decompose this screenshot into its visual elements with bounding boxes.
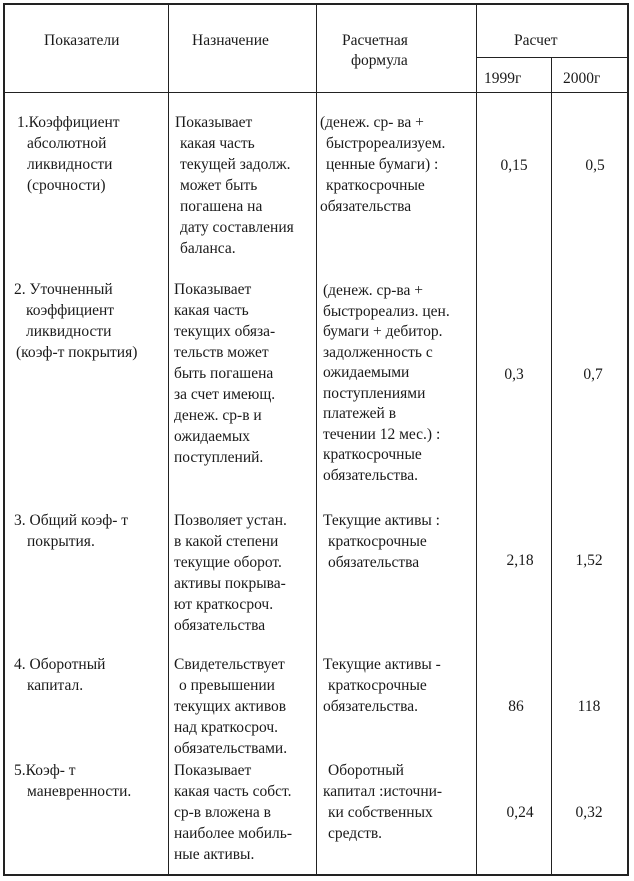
row2-name-line1: 2. Уточненный	[14, 281, 113, 298]
row3-formula-line1: Текущие активы :	[323, 512, 440, 529]
row4-formula-line1: Текущие активы -	[323, 656, 441, 673]
row4-purpose-line3: текущих активов	[174, 698, 287, 715]
row5-name-line1: 5.Коэф- т	[14, 762, 76, 779]
row5-formula-line3: ки собственных	[328, 804, 433, 821]
row3-purpose-line2: в какой степени	[174, 533, 279, 550]
row4-formula	[323, 654, 441, 717]
row2-name-line2: коэффициент	[26, 302, 115, 319]
row2-purpose-line3: текущих обяза-	[174, 323, 276, 340]
row2-formula-line7: платежей в	[323, 405, 397, 422]
row1-formula-line5: обязательства	[320, 198, 412, 215]
row2-formula-line10: обязательства.	[323, 466, 418, 484]
header-formula-line2: формула	[351, 52, 408, 69]
row4-indicator-name	[14, 654, 105, 696]
row3-formula-line2: краткосрочные	[328, 533, 427, 550]
col-divider-3	[476, 5, 477, 874]
row1-formula-line3: ценные бумаги) :	[326, 156, 439, 173]
row5-value-1999: 0,24	[506, 804, 534, 821]
row5-purpose	[174, 760, 292, 865]
row2-formula-line8: течении 12 мес.) :	[323, 425, 441, 443]
row3-purpose-line6: обязательства	[174, 617, 266, 634]
row4-formula-line3: обязательства.	[323, 698, 418, 715]
row2-purpose-line9: поступлений.	[174, 449, 264, 466]
row5-purpose-line1: Показывает	[174, 762, 252, 779]
col-divider-1	[168, 5, 169, 874]
row2-purpose-line1: Показывает	[174, 281, 252, 298]
header-formula-line1: Расчетная	[342, 32, 408, 49]
row3-value-2000: 1,52	[575, 552, 603, 569]
row5-formula-line4: средств.	[328, 825, 383, 842]
header-indicators: Показатели	[44, 32, 120, 49]
header-calculation: Расчет	[514, 32, 558, 49]
row1-value-2000: 0,5	[585, 157, 605, 174]
row3-purpose-line1: Позволяет устан.	[174, 512, 287, 529]
row1-name-line4: (срочности)	[27, 177, 106, 194]
row4-value-2000: 118	[577, 698, 601, 715]
row4-purpose-line2: о превышении	[179, 677, 275, 694]
row4-purpose-line4: над краткосроч.	[174, 719, 278, 736]
row5-purpose-line3: ср-в вложена в	[174, 804, 271, 821]
row2-formula-line3: бумаги + дебитор.	[323, 323, 443, 340]
row5-name-line2: маневренности.	[27, 783, 132, 800]
row5-purpose-line2: какая часть собст.	[174, 783, 292, 800]
row1-purpose-line2: какая часть	[180, 135, 255, 152]
row3-name-line1: 3. Общий коэф- т	[14, 512, 129, 529]
row2-purpose	[174, 279, 275, 468]
row3-purpose	[174, 510, 287, 636]
row3-formula-line3: обязательства	[328, 554, 420, 571]
row3-purpose-line3: текущие оборот.	[174, 554, 282, 571]
row4-formula-line2: краткосрочные	[328, 677, 427, 694]
row2-formula-line4: задолженность с	[323, 343, 433, 361]
row1-purpose-line5: погашена на	[180, 198, 263, 215]
row1-name-line1: 1.Коэффициент	[17, 114, 120, 131]
row1-purpose-line6: дату составления	[180, 219, 294, 236]
row1-purpose-line3: текущей задолж.	[180, 156, 291, 173]
row2-formula-line2: быстрореализ. цен.	[323, 302, 450, 320]
row4-value-1999: 86	[508, 698, 524, 715]
row1-name-line3: ликвидности	[27, 156, 113, 173]
header-year-1999: 1999г	[484, 70, 522, 87]
col-divider-4	[551, 58, 552, 874]
row2-indicator-name	[14, 279, 137, 363]
row5-formula	[323, 760, 442, 844]
row5-indicator-name	[14, 760, 131, 802]
row1-name-line2: абсолютной	[27, 135, 107, 152]
row2-name-line4: (коэф-т покрытия)	[16, 344, 138, 361]
row2-purpose-line6: за счет имеющ.	[174, 386, 276, 403]
row3-value-1999: 2,18	[506, 552, 534, 569]
row1-purpose-line7: баланса.	[180, 240, 236, 257]
row2-formula-line9: краткосрочные	[323, 446, 422, 463]
row1-formula-line1: (денеж. ср- ва +	[320, 114, 424, 131]
row2-formula	[323, 281, 450, 486]
row1-indicator-name	[17, 112, 120, 196]
header-year-2000: 2000г	[563, 70, 601, 87]
header-purpose: Назначение	[192, 32, 269, 49]
row1-formula-line2: быстрореализуем.	[326, 135, 446, 152]
row2-formula-line5: ожидаемыми	[323, 364, 410, 381]
row2-value-1999: 0,3	[504, 366, 524, 383]
row2-purpose-line7: денеж. ср-в и	[174, 407, 262, 424]
row2-purpose-line4: тельств может	[174, 344, 269, 361]
row2-formula-line1: (денеж. ср-ва +	[323, 282, 423, 299]
row5-purpose-line4: наиболее мобиль-	[174, 825, 292, 842]
calc-header-divider	[477, 57, 628, 58]
row2-purpose-line5: быть погашена	[174, 365, 274, 382]
row3-name-line2: покрытия.	[27, 533, 95, 550]
row2-purpose-line2: какая часть	[174, 302, 249, 319]
row3-purpose-line5: ют краткосроч.	[174, 596, 274, 613]
row2-purpose-line8: ожидаемых	[174, 428, 250, 445]
col-divider-2	[316, 5, 317, 874]
row4-purpose-line1: Свидетельствует	[174, 656, 285, 673]
row3-indicator-name	[14, 510, 128, 552]
row1-purpose-line1: Показывает	[175, 114, 253, 131]
row5-formula-line2: капитал :источни-	[323, 783, 443, 800]
row3-formula	[323, 510, 440, 573]
row1-purpose-line4: может быть	[180, 177, 258, 194]
row4-purpose-line5: обязательствами.	[174, 740, 288, 757]
row4-name-line1: 4. Оборотный	[14, 656, 106, 673]
row2-name-line3: ликвидности	[26, 323, 112, 340]
row5-value-2000: 0,32	[575, 804, 603, 821]
row3-purpose-line4: активы покрыва-	[174, 575, 286, 592]
header-bottom-line	[5, 92, 628, 93]
row5-formula-line1: Оборотный	[328, 762, 404, 779]
row2-formula-line6: поступлениями	[323, 384, 426, 402]
row4-purpose	[174, 654, 287, 759]
row2-value-2000: 0,7	[583, 366, 603, 383]
row5-purpose-line5: ные активы.	[174, 846, 255, 863]
row1-purpose	[175, 112, 294, 259]
row1-formula-line4: краткосрочные	[326, 177, 425, 194]
row4-name-line2: капитал.	[27, 677, 84, 694]
row1-formula	[320, 112, 445, 217]
row1-value-1999: 0,15	[500, 157, 528, 174]
